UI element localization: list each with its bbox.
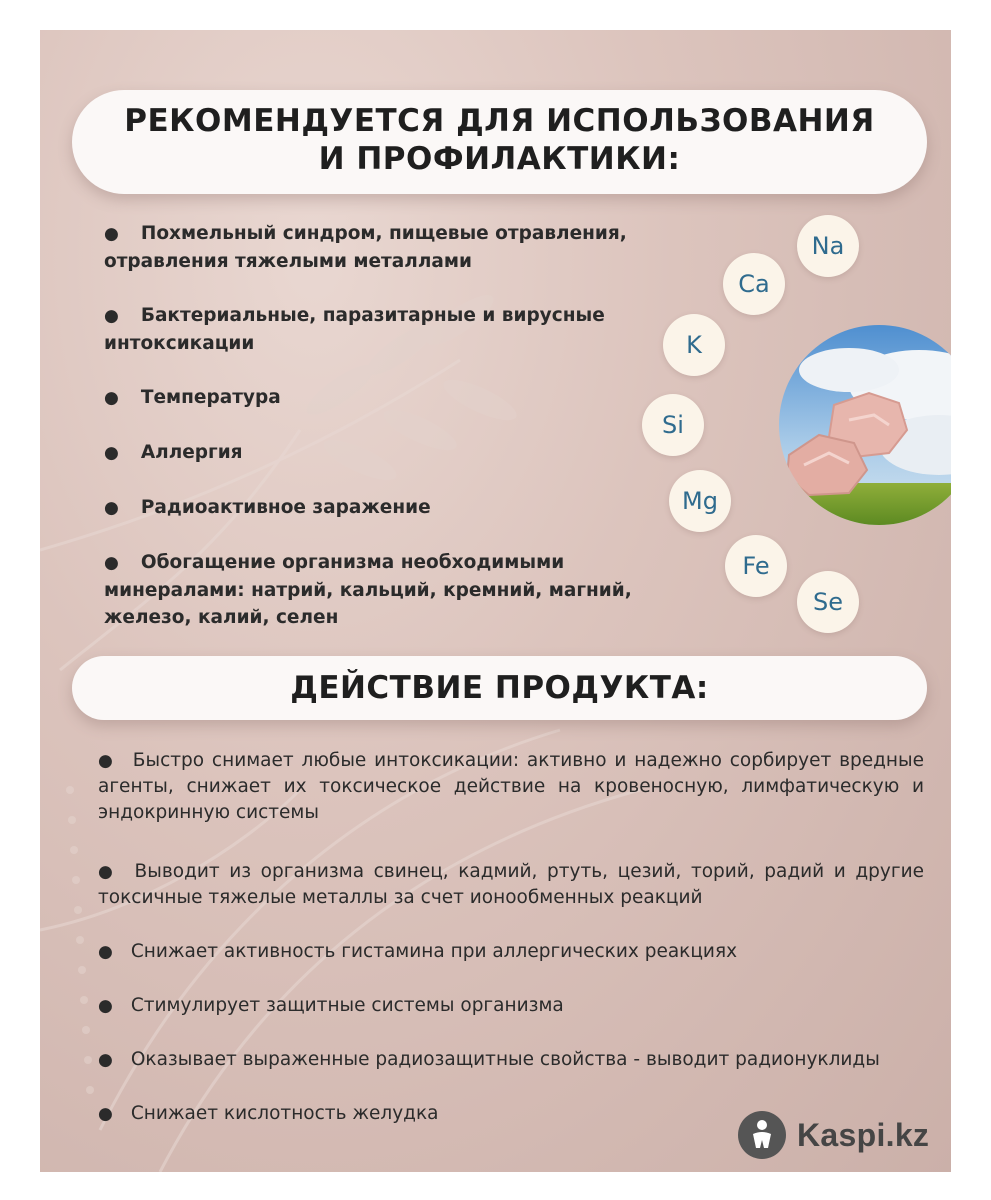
recommended-header	[72, 90, 927, 194]
actions-list	[98, 748, 924, 1127]
bullet-icon: ●	[104, 553, 119, 573]
bullet-icon: ●	[104, 443, 119, 463]
element-ca: Ca	[723, 253, 785, 315]
bullet-icon: ●	[98, 1104, 113, 1124]
brand-name: Kaspi.kz	[797, 1116, 930, 1153]
recommended-title-line-1: РЕКОМЕНДУЕТСЯ ДЛЯ ИСПОЛЬЗОВАНИЯ	[124, 103, 875, 139]
recommended-title-line-2: И ПРОФИЛАКТИКИ:	[318, 141, 681, 177]
recommendations-list	[104, 220, 664, 658]
bullet-icon: ●	[104, 306, 119, 326]
element-k: K	[663, 314, 725, 376]
bullet-icon: ●	[104, 498, 119, 518]
list-item: ● Радиоактивное заражение	[104, 497, 431, 518]
element-mg: Mg	[669, 470, 731, 532]
list-item: ● Похмельный синдром, пищевые отравления, отравления тяжелыми металлами	[104, 223, 627, 272]
list-item: ● Бактериальные, паразитарные и вирусные интоксикации	[104, 305, 605, 354]
list-item: ● Оказывает выраженные радиозащитные свойства - выводит радионуклиды	[98, 1049, 880, 1070]
product-card	[40, 30, 951, 1172]
list-item: ● Аллергия	[104, 442, 243, 463]
bullet-icon: ●	[104, 224, 119, 244]
list-item: ● Снижает кислотность желудка	[98, 1103, 439, 1124]
list-item: ● Обогащение организма необходимыми минералами: натрий, кальций, кремний, магний, железо, калий, селен	[104, 552, 632, 628]
list-item: ● Выводит из организма свинец, кадмий, ртуть, цезий, торий, радий и другие токсичные тяжелые металлы за счет ионообменных реакций	[98, 861, 924, 908]
bullet-icon: ●	[98, 942, 113, 962]
bullet-icon: ●	[98, 862, 117, 882]
list-item: ● Снижает активность гистамина при аллергических реакциях	[98, 941, 738, 962]
bullet-icon: ●	[98, 751, 115, 771]
product-action-header	[72, 656, 927, 720]
mineral-stone-image	[779, 325, 951, 525]
element-se: Se	[797, 571, 859, 633]
bullet-icon: ●	[98, 996, 113, 1016]
element-si: Si	[642, 394, 704, 456]
bullet-icon: ●	[98, 1050, 113, 1070]
bullet-icon: ●	[104, 388, 119, 408]
list-item: ● Стимулирует защитные системы организма	[98, 995, 564, 1016]
list-item: ● Температура	[104, 387, 281, 408]
element-na: Na	[797, 215, 859, 277]
kaspi-logo-icon	[737, 1110, 787, 1160]
list-item: ● Быстро снимает любые интоксикации: активно и надежно сорбирует вредные агенты, снижает их токсическое действие на кровеносную, лимфатическую и эндокринную системы	[98, 750, 925, 823]
element-fe: Fe	[725, 535, 787, 597]
product-action-title: ДЕЙСТВИЕ ПРОДУКТА:	[290, 670, 709, 706]
kaspi-brand	[737, 1110, 929, 1160]
